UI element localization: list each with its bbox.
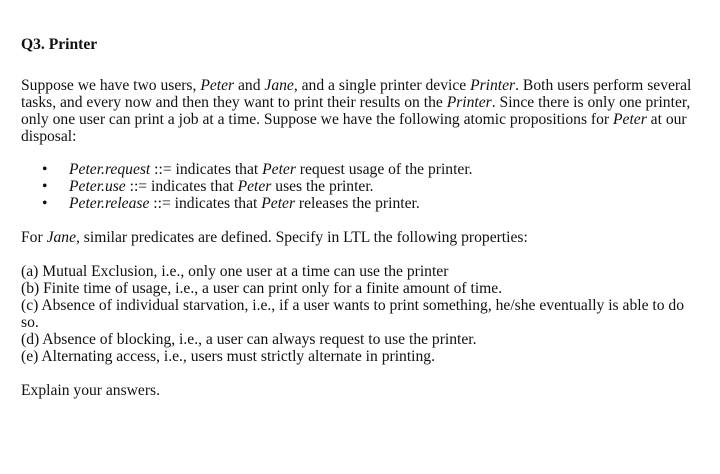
intro-paragraph [21, 77, 701, 145]
intro-printer: Printer [470, 77, 516, 94]
intro-text-2: and [234, 77, 265, 94]
jane-name: Jane [46, 229, 76, 246]
jane-text-1: For [21, 229, 47, 246]
intro-text-1: Suppose we have two users, [21, 77, 201, 94]
proposition-item [21, 178, 701, 195]
intro-text-6: at our disposal: [21, 111, 687, 145]
spacer [21, 212, 701, 229]
spacer [21, 246, 701, 263]
intro-peter: Peter [200, 77, 235, 94]
proposition-item [21, 161, 701, 178]
proposition-who: Peter [261, 195, 296, 212]
property-list [21, 263, 701, 365]
bullet-dot: • [42, 195, 48, 212]
closing-line: Explain your answers. [21, 382, 161, 399]
property-item-e: (e) Alternating access, i.e., users must strictly alternate in printing. [21, 348, 435, 365]
intro-printer-2: Printer [446, 94, 492, 111]
intro-text-5: . Since there is only one printer, only one user can print a job at a time. Suppose we have the following atomic propositions for [21, 94, 691, 128]
proposition-rest: uses the printer. [271, 178, 374, 195]
property-item-d: (d) Absence of blocking, i.e., a user can always request to use the printer. [21, 331, 477, 348]
bullet-dot: • [42, 178, 48, 195]
proposition-list [21, 161, 701, 212]
jane-text-2: , similar predicates are defined. Specify in LTL the following properties: [76, 229, 528, 246]
property-item-a: (a) Mutual Exclusion, i.e., only one user at a time can use the printer [21, 263, 449, 280]
bullet-dot: • [42, 161, 48, 178]
intro-jane: Jane [264, 77, 294, 94]
proposition-def: ::= indicates that [150, 161, 263, 178]
proposition-rest: request usage of the printer. [295, 161, 473, 178]
proposition-name: Peter.request [69, 161, 151, 178]
proposition-rest: releases the printer. [295, 195, 420, 212]
proposition-def: ::= indicates that [149, 195, 262, 212]
intro-text-4: . Both users perform several tasks, and every now and then they want to print their results on the [21, 77, 692, 111]
proposition-who: Peter [262, 161, 296, 178]
jane-paragraph [21, 229, 701, 246]
property-item-c: (c) Absence of individual starvation, i.e., if a user wants to print something, he/she eventually is able to do so. [21, 297, 685, 331]
spacer [21, 365, 701, 382]
proposition-name: Peter.release [69, 195, 150, 212]
property-item-b: (b) Finite time of usage, i.e., a user can print only for a finite amount of time. [21, 280, 503, 297]
intro-peter-2: Peter [613, 111, 647, 128]
intro-text-3: , and a single printer device [293, 77, 471, 94]
proposition-item [21, 195, 701, 212]
proposition-who: Peter [237, 178, 272, 195]
question-document [21, 36, 701, 399]
question-title: Q3. Printer [21, 36, 98, 53]
proposition-name: Peter.use [69, 178, 126, 195]
proposition-def: ::= indicates that [125, 178, 238, 195]
